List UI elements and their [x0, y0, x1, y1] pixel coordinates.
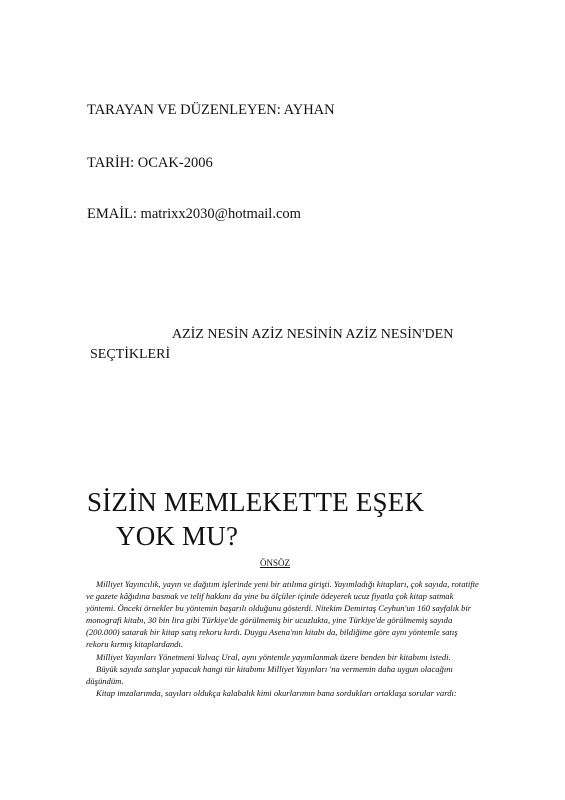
preface-heading: ÖNSÖZ [260, 558, 291, 568]
contact-email: EMAİL: matrixx2030@hotmail.com [87, 206, 301, 222]
preface-paragraph: Kitap imzalarımda, sayıları oldukça kalabalık kimi okurlarımın bana sordukları ortaklaşa sorular vardı: [96, 687, 457, 698]
book-title-line-2: YOK MU? [116, 521, 239, 551]
scan-date: TARİH: OCAK-2006 [87, 155, 213, 171]
preface-paragraph: Milliyet Yayıncılık, yayın ve dağıtım işlerinde yeni bir atılıma girişti. Yayımladığı kitapları, çok sayıda, rotatifte ve gazete kâğıdına basmak ve telif hakkını da yine bu ölçüler içinde ödeyerek ucuz fiyatla çok kitap satmak yöntemi. Önceki örnekler bu yöntemin başarılı olduğunu gösterdi. Nitekim Demirtaş Ceyhun'un 160 sayfalık bir monografi kitabı, 30 bin lira gibi Türkiye'de görülmemiş bir ucuzlukta, yine Türkiye'de görülmemiş sayıda (200.000) satarak bir kitap satış rekoru kırdı. Duygu Asena'nın kitabı da, bildiğime göre aynı yöntemle satış rekoru kırmış kitaplardandı. [86, 579, 479, 650]
preface-paragraph: Milliyet Yayınları Yönetmeni Yalvaç Ural, aynı yöntemle yayımlanmak üzere benden bir kitabımı istedi. [96, 651, 451, 662]
preface-body [86, 578, 481, 699]
scanner-credit: TARAYAN VE DÜZENLEYEN: AYHAN [87, 102, 335, 118]
book-author-line: AZİZ NESİN AZİZ NESİNİN AZİZ NESİN'DEN [172, 327, 454, 342]
book-author-line-2: SEÇTİKLERİ [90, 347, 171, 362]
book-title-line-1: SİZİN MEMLEKETTE EŞEK [87, 487, 425, 517]
preface-paragraph: Büyük sayıda satışlar yapacak hangi tür kitabımı Milliyet Yayınları 'na vermemin daha uygun olacağını düşündüm. [86, 663, 453, 686]
